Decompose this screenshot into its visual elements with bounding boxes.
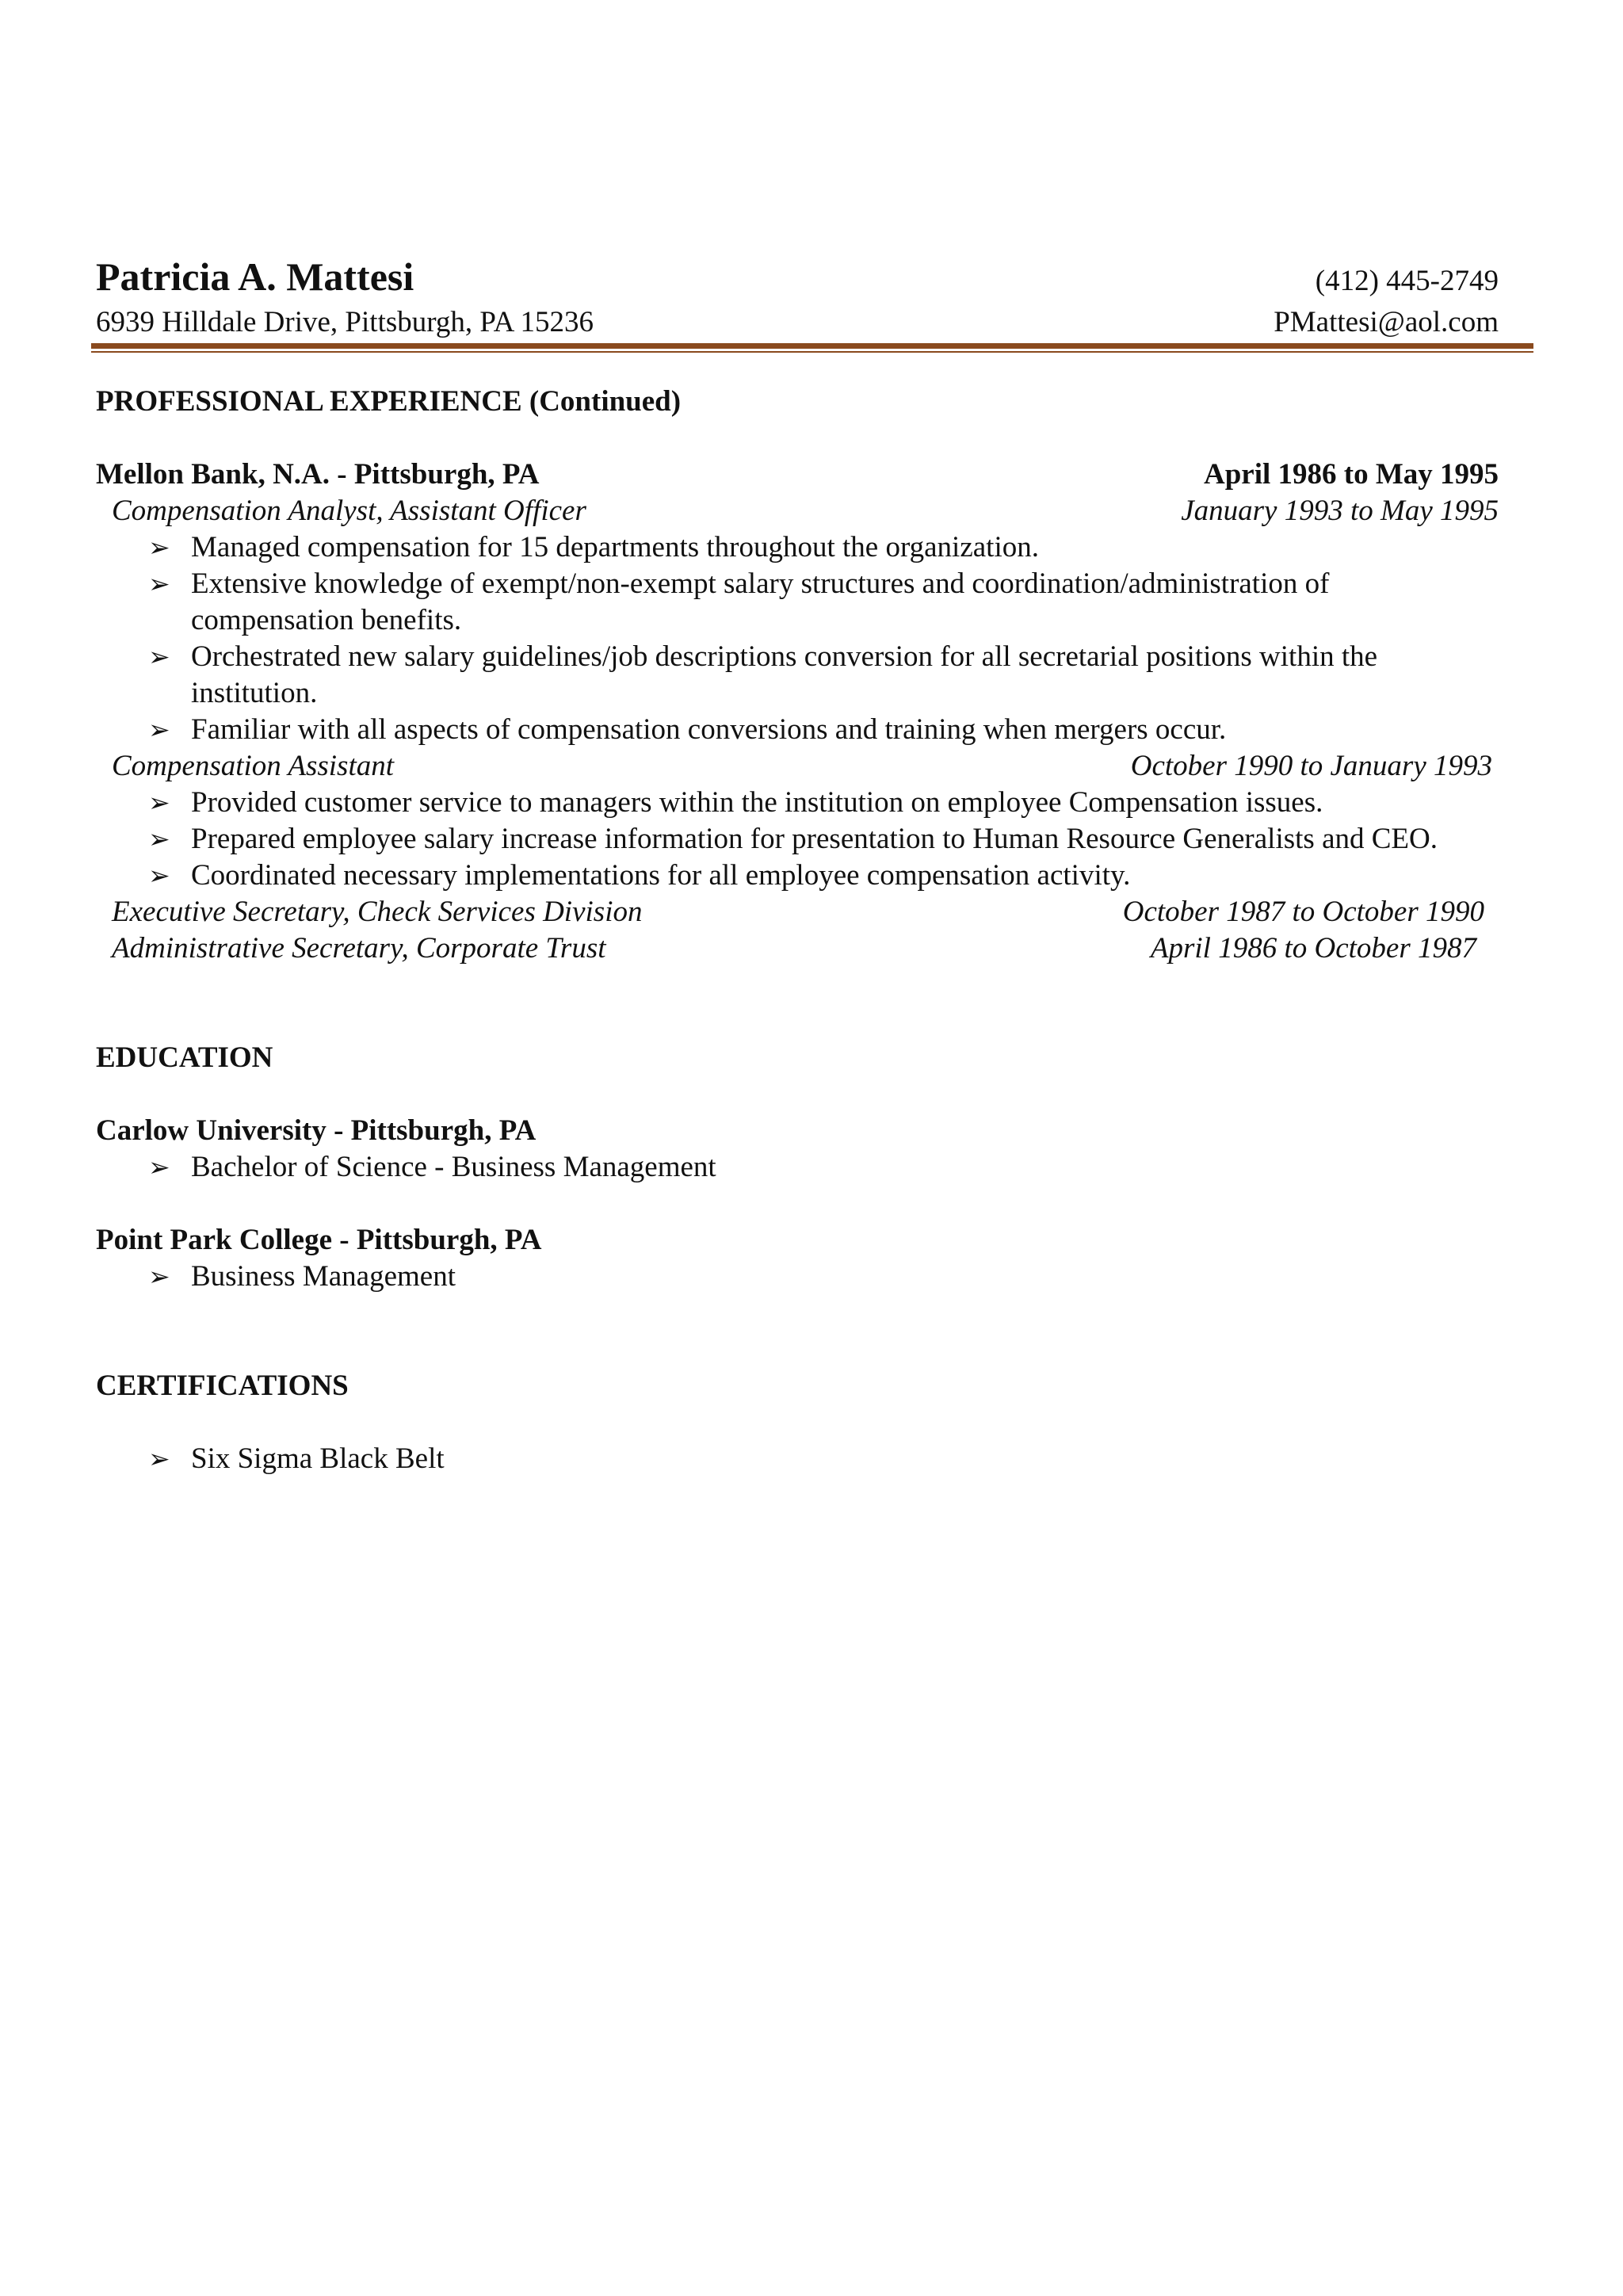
list-item: ➢ Six Sigma Black Belt bbox=[96, 1441, 1499, 1477]
role-row bbox=[96, 493, 1499, 529]
role-title: Administrative Secretary, Corporate Trust bbox=[112, 932, 606, 965]
header-top-row bbox=[96, 254, 1499, 304]
list-item: ➢ Managed compensation for 15 departments throughout the organization. bbox=[96, 529, 1499, 566]
spacer bbox=[96, 1186, 1499, 1222]
experience-section-title: PROFESSIONAL EXPERIENCE (Continued) bbox=[96, 385, 682, 418]
phone-number: (412) 445-2749 bbox=[1315, 265, 1499, 297]
list-item: ➢ Provided customer service to managers within the institution on employee Compensation issues. bbox=[96, 785, 1499, 821]
employer-dates: April 1986 to May 1995 bbox=[1203, 458, 1499, 491]
certification-items bbox=[96, 1441, 1499, 1477]
spacer bbox=[96, 420, 1499, 457]
role-dates: October 1987 to October 1990 bbox=[1122, 896, 1484, 928]
candidate-name: Patricia A. Mattesi bbox=[96, 254, 414, 299]
role-title: Compensation Analyst, Assistant Officer bbox=[112, 495, 586, 527]
school-items bbox=[96, 1149, 1499, 1186]
role-dates: January 1993 to May 1995 bbox=[1181, 495, 1499, 527]
role-bullets bbox=[96, 785, 1499, 894]
arrowhead-bullet-icon: ➢ bbox=[148, 1443, 170, 1474]
role-dates: October 1990 to January 1993 bbox=[1130, 750, 1492, 782]
arrowhead-bullet-icon: ➢ bbox=[148, 860, 170, 891]
arrowhead-bullet-icon: ➢ bbox=[148, 823, 170, 854]
role-title: Compensation Assistant bbox=[112, 750, 394, 782]
list-item: ➢ Familiar with all aspects of compensation conversions and training when mergers occur. bbox=[96, 712, 1499, 748]
employer-name: Mellon Bank, N.A. - Pittsburgh, PA bbox=[96, 458, 540, 491]
spacer bbox=[96, 341, 1499, 384]
list-item: ➢ Extensive knowledge of exempt/non-exempt salary structures and coordination/administration of compensation benefits. bbox=[148, 567, 1330, 636]
education-section-title: EDUCATION bbox=[96, 1041, 273, 1074]
list-item: ➢ Coordinated necessary implementations for all employee compensation activity. bbox=[96, 858, 1499, 894]
arrowhead-bullet-icon: ➢ bbox=[148, 532, 170, 563]
employer-row bbox=[96, 457, 1499, 493]
arrowhead-bullet-icon: ➢ bbox=[148, 1152, 170, 1182]
school-name: Point Park College - Pittsburgh, PA bbox=[96, 1224, 542, 1256]
list-item: ➢ Bachelor of Science - Business Management bbox=[96, 1149, 1499, 1186]
arrowhead-bullet-icon: ➢ bbox=[148, 568, 170, 599]
arrowhead-bullet-icon: ➢ bbox=[148, 641, 170, 672]
arrowhead-bullet-icon: ➢ bbox=[148, 714, 170, 745]
role-row bbox=[96, 930, 1499, 967]
arrowhead-bullet-icon: ➢ bbox=[148, 1261, 170, 1292]
role-dates: April 1986 to October 1987 bbox=[1150, 932, 1476, 965]
school-items bbox=[96, 1259, 1499, 1295]
list-item: ➢ Prepared employee salary increase information for presentation to Human Resource Generalists and CEO. bbox=[96, 821, 1499, 858]
role-row bbox=[96, 894, 1499, 930]
certifications-section-title: CERTIFICATIONS bbox=[96, 1370, 349, 1402]
arrowhead-bullet-icon: ➢ bbox=[148, 787, 170, 818]
resume-content bbox=[96, 254, 1499, 1477]
list-item: ➢ Orchestrated new salary guidelines/job descriptions conversion for all secretarial positions within the institution. bbox=[148, 640, 1378, 709]
email-address: PMattesi@aol.com bbox=[1274, 306, 1499, 338]
role-title: Executive Secretary, Check Services Division bbox=[112, 896, 643, 928]
header-contact-row bbox=[96, 304, 1499, 341]
spacer bbox=[96, 967, 1499, 1040]
role-bullets bbox=[96, 529, 1499, 748]
spacer bbox=[96, 1295, 1499, 1368]
school-name: Carlow University - Pittsburgh, PA bbox=[96, 1114, 537, 1147]
street-address: 6939 Hilldale Drive, Pittsburgh, PA 15236 bbox=[96, 306, 594, 338]
spacer bbox=[96, 1076, 1499, 1113]
role-row bbox=[96, 748, 1499, 785]
list-item: ➢ Business Management bbox=[96, 1259, 1499, 1295]
spacer bbox=[96, 1404, 1499, 1441]
